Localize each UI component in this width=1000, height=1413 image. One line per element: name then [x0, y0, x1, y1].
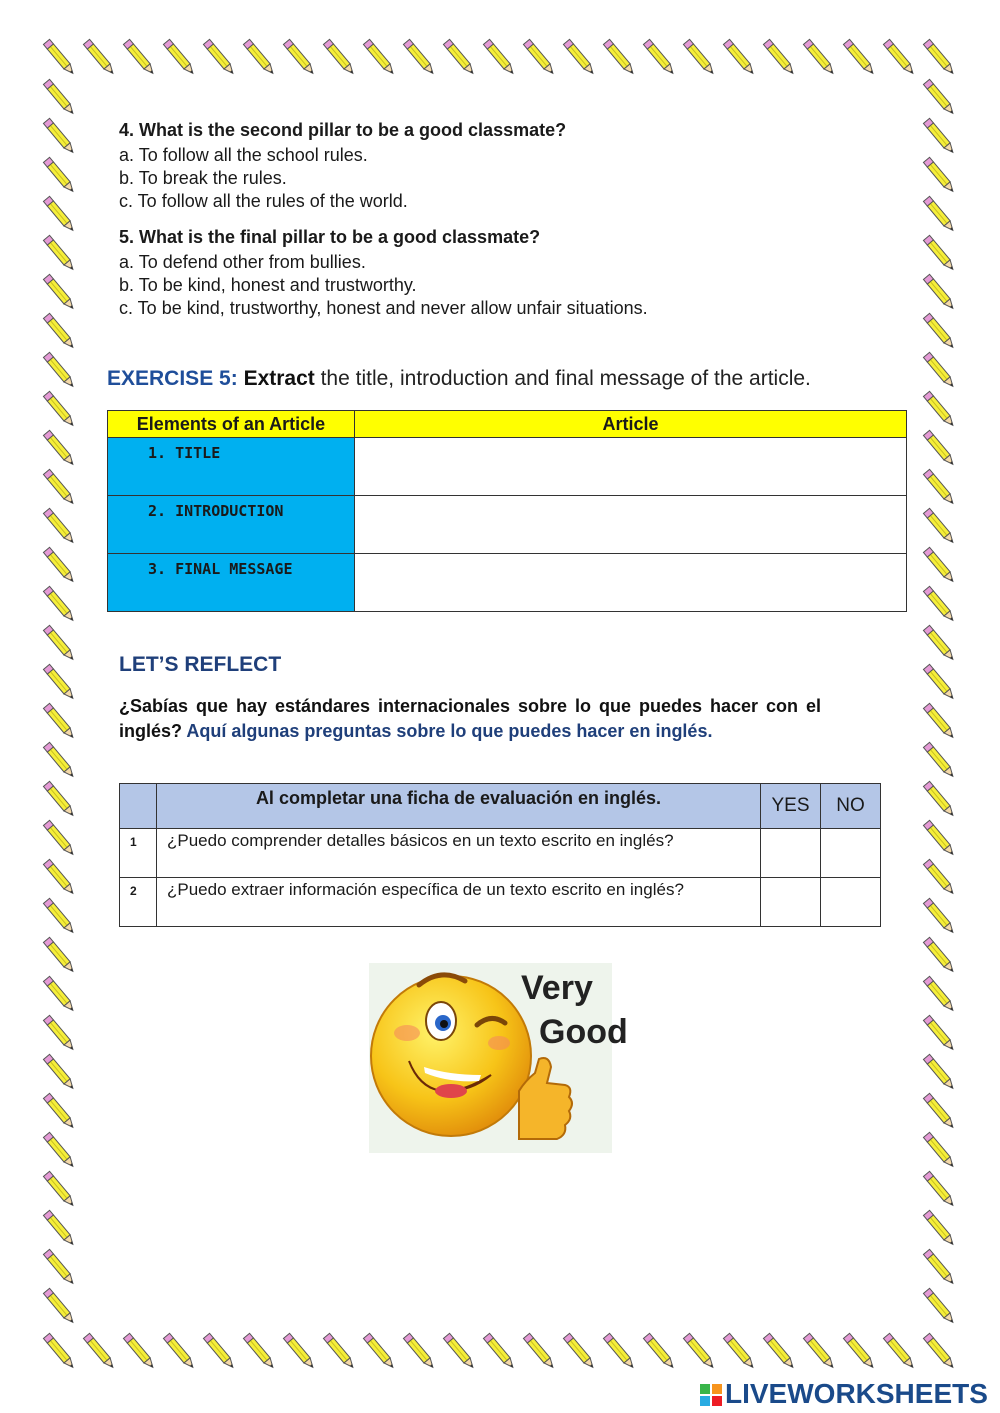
answer-title-field[interactable] — [355, 438, 907, 496]
pencil-icon — [43, 469, 75, 506]
pencil-icon — [43, 1093, 75, 1130]
option-c[interactable]: c. To follow all the rules of the world. — [119, 191, 408, 211]
pencil-icon — [43, 664, 75, 701]
pencil-icon — [43, 1132, 75, 1169]
yes-cell[interactable] — [761, 829, 821, 878]
pencil-icon — [923, 274, 955, 311]
element-title: 1. TITLE — [108, 438, 355, 496]
pencil-icon — [923, 313, 955, 350]
pencil-icon — [483, 39, 515, 76]
pencil-icon — [43, 313, 75, 350]
pencil-icon — [563, 39, 595, 76]
winking-smiley-icon — [369, 963, 628, 1153]
pencil-icon — [603, 39, 635, 76]
pencil-icon — [43, 1171, 75, 1208]
pencil-icon — [43, 196, 75, 233]
pencil-icon — [923, 1171, 955, 1208]
pencil-icon — [923, 39, 955, 76]
pencil-icon — [923, 508, 955, 545]
pencil-icon — [923, 1288, 955, 1325]
pencil-icon — [923, 469, 955, 506]
pencil-icon — [243, 39, 275, 76]
pencil-icon — [923, 547, 955, 584]
pencil-icon — [923, 664, 955, 701]
liveworksheets-logo-icon — [700, 1384, 722, 1406]
yes-cell[interactable] — [761, 878, 821, 927]
pencil-icon — [803, 39, 835, 76]
pencil-icon — [763, 1333, 795, 1370]
pencil-icon — [923, 586, 955, 623]
answer-introduction-field[interactable] — [355, 496, 907, 554]
article-elements-table — [107, 410, 907, 612]
exercise-text: the title, introduction and final message of the article. — [314, 367, 811, 390]
pencil-icon — [923, 742, 955, 779]
pencil-icon — [123, 1333, 155, 1370]
pencil-icon — [123, 39, 155, 76]
pencil-icon — [43, 625, 75, 662]
exercise-label: EXERCISE 5: — [107, 367, 238, 390]
brand-name: LIVEWORKSHEETS — [725, 1378, 988, 1409]
pencil-icon — [923, 430, 955, 467]
pencil-icon — [43, 976, 75, 1013]
pencil-icon — [923, 196, 955, 233]
question-5 — [119, 226, 648, 320]
pencil-icon — [43, 781, 75, 818]
element-final-message: 3. FINAL MESSAGE — [108, 554, 355, 612]
option-a[interactable]: a. To defend other from bullies. — [119, 252, 366, 272]
row-question: ¿Puedo extraer información específica de un texto escrito en inglés? — [157, 878, 761, 927]
pencil-icon — [43, 586, 75, 623]
pencil-icon — [523, 1333, 555, 1370]
pencil-icon — [403, 39, 435, 76]
pencil-icon — [43, 898, 75, 935]
pencil-icon — [83, 39, 115, 76]
no-cell[interactable] — [821, 878, 881, 927]
pencil-icon — [643, 39, 675, 76]
header-elements: Elements of an Article — [108, 411, 355, 438]
pencil-icon — [43, 508, 75, 545]
liveworksheets-logo — [700, 1378, 988, 1410]
reflect-text-blue: Aquí algunas preguntas sobre lo que puedes hacer en inglés. — [186, 721, 713, 741]
pencil-icon — [203, 39, 235, 76]
pencil-icon — [43, 1333, 75, 1370]
question-title: 4. What is the second pillar to be a good classmate? — [119, 120, 567, 140]
pencil-icon — [843, 1333, 875, 1370]
reflect-heading: LET’S REFLECT — [119, 653, 282, 676]
pencil-icon — [923, 703, 955, 740]
yes-header: YES — [761, 784, 821, 829]
pencil-icon — [923, 1054, 955, 1091]
pencil-icon — [43, 742, 75, 779]
pencil-icon — [923, 976, 955, 1013]
pencil-icon — [43, 547, 75, 584]
pencil-icon — [283, 39, 315, 76]
pencil-icon — [43, 274, 75, 311]
pencil-icon — [563, 1333, 595, 1370]
pencil-icon — [603, 1333, 635, 1370]
self-evaluation-table — [119, 783, 881, 927]
pencil-icon — [923, 859, 955, 896]
header-article: Article — [355, 411, 907, 438]
pencil-icon — [923, 1249, 955, 1286]
question-title: 5. What is the final pillar to be a good classmate? — [119, 227, 541, 247]
pencil-icon — [43, 859, 75, 896]
sticker-line1: Very — [521, 969, 593, 1007]
pencil-icon — [883, 1333, 915, 1370]
row-number: 2 — [120, 878, 157, 927]
pencil-icon — [923, 1015, 955, 1052]
pencil-icon — [923, 157, 955, 194]
row-number: 1 — [120, 829, 157, 878]
exercise-verb: Extract — [243, 367, 315, 390]
eval-header: Al completar una ficha de evaluación en inglés. — [157, 784, 761, 829]
option-c[interactable]: c. To be kind, trustworthy, honest and never allow unfair situations. — [119, 298, 648, 318]
pencil-icon — [923, 118, 955, 155]
pencil-icon — [923, 1333, 955, 1370]
option-a[interactable]: a. To follow all the school rules. — [119, 145, 368, 165]
pencil-icon — [683, 39, 715, 76]
pencil-icon — [843, 39, 875, 76]
no-cell[interactable] — [821, 829, 881, 878]
pencil-icon — [923, 820, 955, 857]
pencil-icon — [43, 352, 75, 389]
pencil-icon — [43, 703, 75, 740]
pencil-icon — [923, 1210, 955, 1247]
pencil-icon — [923, 391, 955, 428]
pencil-icon — [923, 235, 955, 272]
no-header: NO — [821, 784, 881, 829]
pencil-icon — [43, 1015, 75, 1052]
pencil-icon — [923, 937, 955, 974]
pencil-icon — [363, 1333, 395, 1370]
reflect-text-black: ¿Sabías que hay estándares internacionales sobre lo que puedes hacer con el inglés? — [119, 696, 821, 741]
pencil-icon — [403, 1333, 435, 1370]
exercise-5-instruction — [107, 367, 811, 391]
pencil-icon — [923, 352, 955, 389]
pencil-icon — [43, 39, 75, 76]
pencil-icon — [923, 625, 955, 662]
pencil-icon — [43, 1288, 75, 1325]
pencil-icon — [443, 39, 475, 76]
pencil-icon — [763, 39, 795, 76]
option-b[interactable]: b. To break the rules. — [119, 168, 287, 188]
element-introduction: 2. INTRODUCTION — [108, 496, 355, 554]
pencil-icon — [163, 1333, 195, 1370]
pencil-icon — [43, 937, 75, 974]
pencil-icon — [643, 1333, 675, 1370]
pencil-icon — [43, 1210, 75, 1247]
pencil-icon — [323, 39, 355, 76]
row-question: ¿Puedo comprender detalles básicos en un texto escrito en inglés? — [157, 829, 761, 878]
pencil-icon — [43, 235, 75, 272]
pencil-icon — [803, 1333, 835, 1370]
pencil-icon — [883, 39, 915, 76]
pencil-icon — [243, 1333, 275, 1370]
pencil-icon — [363, 39, 395, 76]
empty-corner — [120, 784, 157, 829]
pencil-icon — [43, 430, 75, 467]
pencil-icon — [923, 79, 955, 116]
table-row — [120, 829, 881, 878]
question-4 — [119, 119, 566, 213]
answer-final-message-field[interactable] — [355, 554, 907, 612]
pencil-icon — [43, 157, 75, 194]
pencil-icon — [203, 1333, 235, 1370]
pencil-icon — [923, 1132, 955, 1169]
very-good-sticker — [369, 963, 628, 1153]
pencil-icon — [43, 820, 75, 857]
pencil-icon — [43, 1054, 75, 1091]
pencil-icon — [83, 1333, 115, 1370]
pencil-icon — [43, 1249, 75, 1286]
pencil-icon — [923, 781, 955, 818]
pencil-icon — [43, 118, 75, 155]
pencil-icon — [43, 79, 75, 116]
pencil-icon — [43, 391, 75, 428]
pencil-icon — [683, 1333, 715, 1370]
pencil-icon — [923, 1093, 955, 1130]
pencil-icon — [523, 39, 555, 76]
pencil-icon — [483, 1333, 515, 1370]
reflect-paragraph — [119, 694, 821, 744]
sticker-line2: Good — [539, 1013, 628, 1051]
pencil-icon — [163, 39, 195, 76]
table-row — [120, 878, 881, 927]
pencil-icon — [283, 1333, 315, 1370]
pencil-icon — [923, 898, 955, 935]
pencil-icon — [723, 1333, 755, 1370]
option-b[interactable]: b. To be kind, honest and trustworthy. — [119, 275, 417, 295]
pencil-icon — [723, 39, 755, 76]
pencil-icon — [443, 1333, 475, 1370]
pencil-icon — [323, 1333, 355, 1370]
